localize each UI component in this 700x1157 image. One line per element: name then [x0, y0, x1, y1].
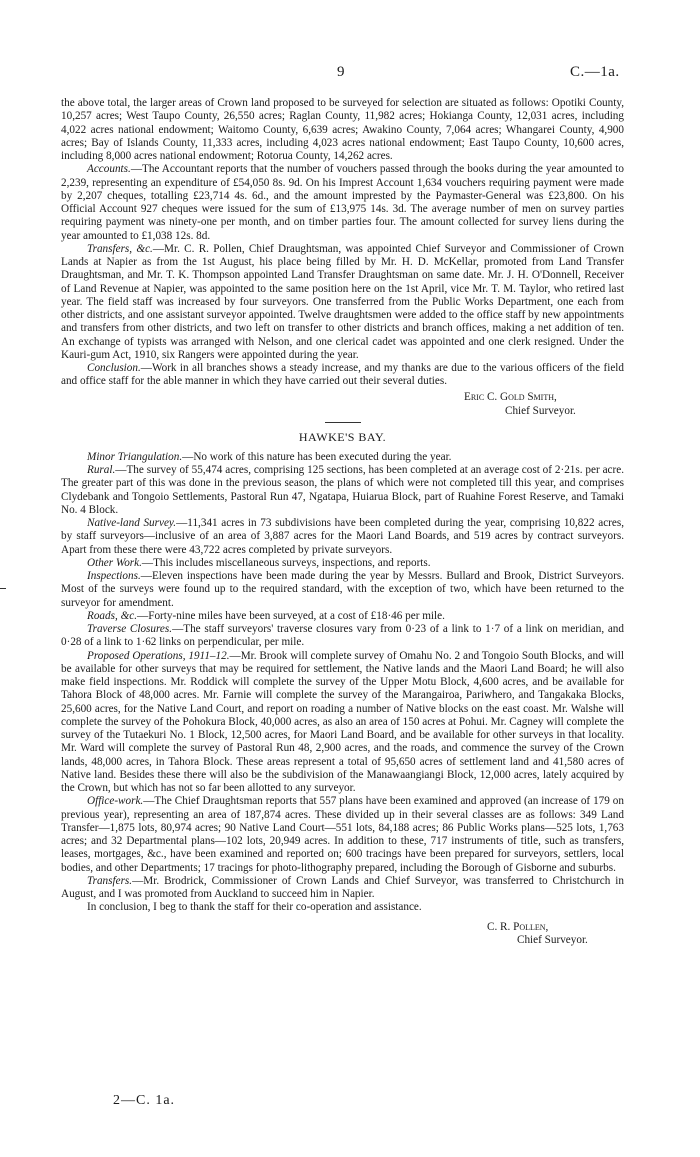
conclusion-text: —Work in all branches shows a steady increase, and my thanks are due to the various officers of the field and office staff for the able manner in which they have carried out their several duties. [61, 362, 624, 388]
section-heading: HAWKE'S BAY. [298, 429, 387, 444]
hb-paragraph [61, 557, 624, 570]
paragraph-lead: Rural. [87, 464, 116, 476]
paragraph-lead: Inspections. [87, 570, 141, 582]
paragraph-lead: Office-work. [87, 795, 144, 808]
paragraph-lead: Minor Triangulation. [87, 450, 183, 463]
hb-paragraph [61, 451, 624, 464]
sheet-signature-mark: 2—C. 1a. [113, 1093, 176, 1108]
conclusion-lead: Conclusion. [87, 362, 141, 374]
paragraph-text: —Eleven inspections have been made during the year by Messrs. Bullard and Brook, District Surveyors. Most of the surveys were found up to the required standard, with the exception of two, which have been returned to the surveyor for amendment. [61, 570, 624, 609]
hb-paragraph [61, 570, 624, 610]
document-reference: C.—1a. [570, 64, 620, 80]
accounts-lead: Accounts. [87, 163, 131, 176]
paragraph-lead: Roads, &c. [87, 609, 138, 622]
signatory-name: Eric C. Gold Smith, [464, 390, 557, 403]
transfers-text: —Mr. C. R. Pollen, Chief Draughtsman, was appointed Chief Surveyor and Commissioner of Crown Lands at Napier as from the 1st August, his place being filled by Mr. H. D. McKellar, promoted from Land Transfer Draughtsman, and Mr. T. K. Thompson appointed Land Transfer Draughtsman on same date. Mr. J. H. O'Donnell, Receiver of Land Revenue at Napier, was appointed to the same position here on the 1st April, vice Mr. T. M. Taylor, who retired last year. The field staff was increased by four surveyors. One transferred from the Public Works Department, one each from other districts, and one assistant surveyor appointed. Twelve draughtsmen were added to the office staff by new appointments and transfers from other districts, and two left on transfer to other districts and branch offices, making a net addition of ten. An exchange of typists was arranged with Nelson, and one clerical cadet was appointed and one clerk resigned. Under the Kauri-gum Act, 1910, six Rangers were appointed during the year. [61, 242, 624, 361]
paragraph-text: —Mr. Brook will complete survey of Omahu No. 2 and Tongoio South Blocks, and will be available for other surveys that may be required for settlement, the Native lands and the Maori Land Board; he will also make field inspections. Mr. Roddick will complete the survey of the Upper Motu Block, 4,600 acres, and be available for Tahora Block of 48,000 acres. Mr. Farnie will complete the survey of the Marangairoa, Pariwhero, and Tangakaka Blocks, 25,600 acres, for the Native Land Court, and report on roading a number of Native blocks on the east coast. Mr. Walshe will complete the survey of the Pohokura Block, 40,000 acres, as also an area of 150 acres at Pohui. Mr. Cagney will complete the survey of the Tutaekuri No. 1 Block, 12,500 acres, for Maori Land Board, and be available for other surveys in that locality. Mr. Ward will complete the survey of Pastoral Run 48, 2,900 acres, and the roads, and commence the survey of the Crown lands, 48,000 acres, in Tahora Block. These areas represent a total of 95,650 acres of settlement land and 41,580 acres of Native land. Besides these there will also be the subdivision of the Manawaangiangi Block, 12,000 acres, lately acquired by the Crown, but which has not so far been allotted to any surveyor. [61, 649, 624, 794]
paragraph-text: —The staff surveyors' traverse closures vary from 0·23 of a link to 1·7 of a link on meridian, and 0·28 of a link to 1·62 links on perpendicular, per mile. [61, 623, 624, 649]
signature-block-2 [61, 915, 624, 947]
hb-paragraph [61, 610, 624, 623]
signatory-title: Chief Surveyor. [505, 404, 576, 417]
hb-paragraph [61, 795, 624, 875]
paragraph-text: —Mr. Brodrick, Commissioner of Crown Lands and Chief Surveyor, was transferred to Christchurch in August, and I was promoted from Auckland to succeed him in Napier. [61, 874, 624, 900]
paragraph-lead: Transfers. [87, 874, 133, 887]
hb-paragraph [61, 875, 624, 902]
accounts-paragraph [61, 163, 624, 243]
paragraph-text: —The survey of 55,474 acres, comprising 125 sections, has been completed at an average cost of 2·21s. per acre. The greater part of this was done in the previous season, the plans of which were not completed till this year, and comprises Clydebank and Tongoio Settlements, Pastoral Run 47, Ngatapa, Huiarua Block, part of Ruahine Forest Reserve, and Tamaki No. 4 Block. [61, 464, 624, 516]
hb-paragraph [61, 623, 624, 650]
paragraph-text: —The Chief Draughtsman reports that 557 plans have been examined and approved (an increase of 179 on previous year), representing an area of 187,874 acres. These divided up in their several classes are as follows: 349 Land Transfer—1,875 lots, 80,974 acres; 90 Native Land Court—551 lots, 84,188 acres; 86 Public Works plans—525 lots, 1,763 acres; and 32 Departmental plans—102 lots, 20,949 acres. In addition to these, 717 instruments of title, such as transfers, leases, mortgages, &c., have been examined and reported on; 600 tracings have been prepared for surveyors, settlers, local bodies, and other Departments; 17 tracings for photo-lithography prepared, including the Borough of Gisborne and suburbs. [61, 795, 624, 874]
margin-mark [0, 588, 6, 589]
signature-block [61, 389, 624, 418]
signatory-title-2: Chief Surveyor. [517, 933, 588, 946]
report-body [61, 97, 624, 947]
signatory-name-2: C. R. Pollen, [487, 920, 549, 933]
conclusion-paragraph [61, 362, 624, 389]
transfers-paragraph [61, 243, 624, 362]
closing-paragraph: In conclusion, I beg to thank the staff for their co-operation and assistance. [87, 901, 422, 914]
paragraph-lead: Native-land Survey. [87, 517, 177, 529]
accounts-text: —The Accountant reports that the number of vouchers passed through the books during the year amounted to 2,239, representing an expenditure of £54,050 8s. 9d. On his Imprest Account 1,634 vouchers requiring payment were made by 2,207 cheques, totalling £23,714 4s. 6d., and the amount imprested by the Paymaster-General was £23,800. On his Official Account 927 cheques were issued for the sum of £13,975 14s. 3d. The average number of men on survey parties requiring payment was ninety-one per month, and on timber parties four. The amount collected for survey liens during the year amounted to £1,038 12s. 8d. [61, 163, 624, 242]
transfers-lead: Transfers, &c. [87, 242, 153, 255]
paragraph-text: —Forty-nine miles have been surveyed, at a cost of £18·46 per mile. [137, 609, 445, 622]
paragraph-text: —This includes miscellaneous surveys, inspections, and reports. [141, 556, 431, 569]
hb-paragraph [61, 650, 624, 796]
intro-paragraph: the above total, the larger areas of Crown land proposed to be surveyed for selection are situated as follows: Opotiki County, 10,257 acres; West Taupo County, 26,550 acres; Raglan County, 11,982 acres; Hokianga County, 12,031 acres, including 4,022 acres national endowment; Waitomo County, 6,639 acres; Awakino County, 7,064 acres; Whangarei County, 4,900 acres; Bay of Islands County, 11,333 acres, including 4,023 acres national endowment; East Taupo County, 10,600 acres, including 8,000 acres national endowment; Rotorua County, 14,262 acres. [61, 97, 624, 162]
paragraph-lead: Proposed Operations, 1911–12. [87, 649, 230, 662]
section-divider [325, 422, 361, 423]
page-number: 9 [337, 64, 345, 80]
paragraph-text: —No work of this nature has been executed during the year. [182, 450, 452, 463]
hb-paragraph [61, 464, 624, 517]
paragraph-text: —11,341 acres in 73 subdivisions have been completed during the year, comprising 10,822 acres, by staff surveyors—inclusive of an area of 3,887 acres for the Maori Land Boards, and 519 acres by contract surveyors. Apart from these there were 43,722 acres completed by private surveyors. [61, 517, 625, 556]
paragraph-lead: Other Work. [87, 556, 142, 569]
hb-paragraph [61, 517, 624, 557]
hawkes-bay-section [61, 451, 624, 902]
paragraph-lead: Traverse Closures. [87, 623, 173, 635]
